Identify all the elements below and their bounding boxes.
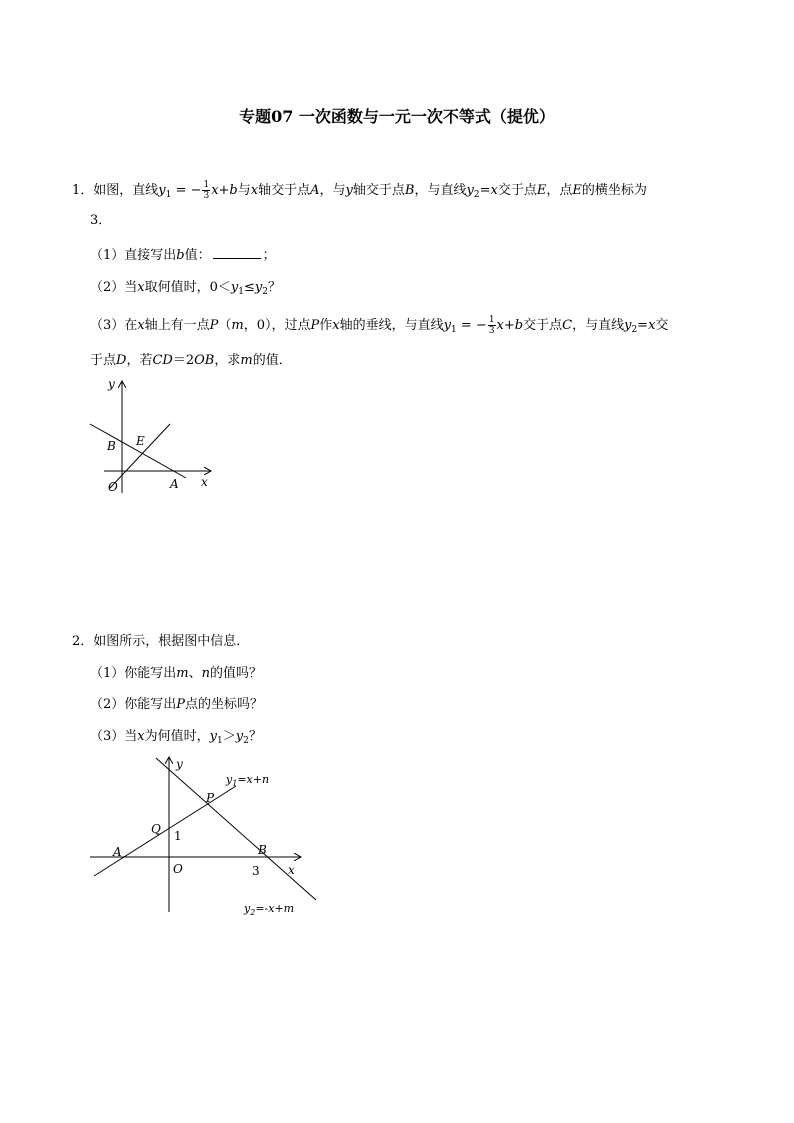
q2-number: 2． [72,634,94,649]
q1-stem-continued: 3． [90,213,112,228]
fraction-one-third: $\frac{1}{3}$ [488,315,495,336]
page-title: 专题07 一次函数与一元一次不等式（提优） [239,107,555,126]
y-axis-label: y [108,377,115,391]
q1-part-1: （1）直接写出b值： ； [90,248,276,263]
x-intercept-label: 3 [252,864,260,878]
q1-figure [84,376,224,501]
q2-stem: 2．如图所示，根据图中信息． [72,634,250,649]
y-intercept-label: 1 [174,829,182,843]
line-y2-label: $y_2=-x+m$ [244,902,295,917]
q1-part-2: （2）当x取何值时，$0<y_1\le y_2$？ [90,280,282,297]
q1-part-3-continued: 于点D，若CD＝2OB，求m的值． [90,353,292,368]
q1-number: 1． [72,183,94,198]
point-q-label: Q [151,822,161,836]
y-axis-label: y [176,757,183,771]
line-y1-label: $y_1=x+n$ [226,773,270,788]
q1-part-3: （3）在x轴上有一点P（m，0），过点P作x轴的垂线，与直线$y_1$ = − $\frac{1}{3}$ x+b交于点C，与直线$y_2=x$交 [90,315,669,336]
point-p-label: P [206,791,215,805]
line-y1 [94,786,236,876]
line-y1 [90,424,186,478]
point-b-label: B [107,439,116,453]
point-a-label: A [113,845,122,859]
point-b-label: B [258,843,267,857]
fraction-one-third: $\frac{1}{3}$ [203,180,210,201]
point-a-label: A [170,477,179,491]
q1-stem: 1．如图，直线$y_1$ = − $\frac{1}{3}$ x+b与x轴交于点A，与y轴交于点B，与直线$y_2=x$交于点E，点E的横坐标为 [72,180,647,201]
point-e-label: E [136,434,145,448]
origin-label: O [173,862,183,876]
x-axis-label: x [288,863,295,877]
q2-figure [86,752,318,916]
q2-part-2: （2）你能写出P点的坐标吗？ [90,697,264,712]
origin-label: O [108,480,118,494]
answer-blank[interactable] [213,246,261,259]
x-axis-label: x [201,475,208,489]
q2-part-1: （1）你能写出m、n的值吗？ [90,666,263,681]
q2-part-3: （3）当x为何值时，$y_1>y_2$？ [90,729,262,746]
